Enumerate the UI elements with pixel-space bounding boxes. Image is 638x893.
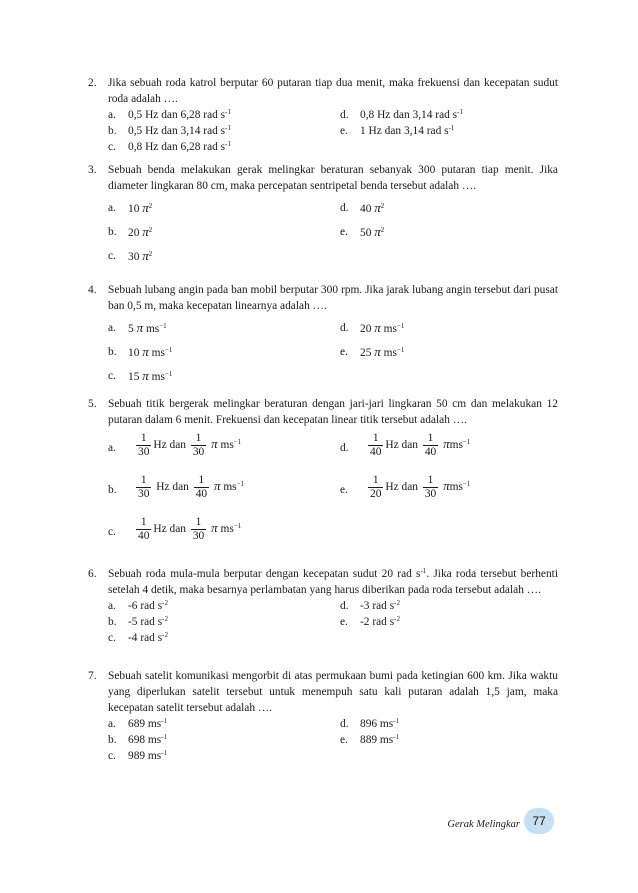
question-3: 3. Sebuah benda melakukan gerak melingkar beraturan sebanyak 300 putaran tiap menit. Jika diameter lingkaran 80 cm, maka percepatan sentripetal benda tersebut adalah …. a. 10 $\pi^2$ b. 20 $\pi^2$ c. 30 $\pi^2$ d. 40 $\pi^2$ e. 50 $\pi^2$ <box>88 164 558 263</box>
question-number: 2. <box>88 77 97 89</box>
question-number: 5. <box>88 398 97 410</box>
question-number: 6. <box>88 568 97 580</box>
question-number: 3. <box>88 164 97 176</box>
question-4: 4. Sebuah lubang angin pada ban mobil berputar 300 rpm. Jika jarak lubang angin tersebut dari pusat ban 0,5 m, maka kecepatan linearnya adalah …. a. 5 π $ms^{-1}$ b. 10 π $ms^{-1}$ c. 15 π $ms^{-1}$ d. 20 π $ms^{-1}$ e. 25 π $ms^{-1}$ <box>88 284 558 383</box>
question-number: 4. <box>88 284 97 296</box>
question-stem: Jika sebuah roda katrol berputar 60 putaran tiap dua menit, maka frekuensi dan kecepatan sudut roda adalah …. <box>108 77 558 105</box>
question-7: 7. Sebuah satelit komunikasi mengorbit di atas permukaan bumi pada ketingian 600 km. Jika waktu yang diperlukan satelit tersebut untuk menempuh satu kali putaran adalah 1,5 jam, maka kecepatan satelit tersebut adalah …. a. 689 $ms^{-1}$ b. 698 $ms^{-1}$ c. 989 $ms^{-1}$ d. 896 $ms^{-1}$ e. 889 $ms^{-1}$ <box>88 670 558 762</box>
question-2: 2. Jika sebuah roda katrol berputar 60 putaran tiap dua menit, maka frekuensi dan kecepatan sudut roda adalah …. a. 0,5 Hz dan 6,28 rad $s^{-1}$ b. 0,5 Hz dan 3,14 rad $s^{-1}$ c. 0,8 Hz dan 6,28 rad $s^{-1}$ d. 0,8 Hz dan 3,14 rad $s^{-1}$ e. 1 Hz dan 3,14 rad $s^{-1}$ <box>88 77 558 153</box>
question-stem: Sebuah benda melakukan gerak melingkar beraturan sebanyak 300 putaran tiap menit. Jika diameter lingkaran 80 cm, maka percepatan sentripetal benda tersebut adalah …. <box>108 164 558 192</box>
question-stem: Sebuah satelit komunikasi mengorbit di atas permukaan bumi pada ketingian 600 km. Jika waktu yang diperlukan satelit tersebut untuk menempuh satu kali putaran adalah 1,5 jam, maka kecepatan satelit tersebut adalah …. <box>108 670 558 714</box>
page-number: 77 <box>532 814 546 828</box>
chapter-title: Gerak Melingkar <box>447 819 520 830</box>
question-number: 7. <box>88 670 97 682</box>
page-number-badge <box>524 808 554 834</box>
question-5: 5. Sebuah titik bergerak melingkar beraturan dengan jari-jari lingkaran 50 cm dan melakukan 12 putaran dalam 6 menit. Frekuensi dan kecepatan linear titik tersebut adalah …. a. $\frac{1}{30}$ Hz dan $\frac{1}{30}$ π $ms^{-1}$ b. $\frac{1}{30}$ Hz dan $\frac{1}{40}$ π $ms^{-1}$ c. $\frac{1}{40}$ Hz dan $\frac{1}{30}$ π $ms^{-1}$ d. $\frac{1}{40}$ Hz dan $\frac{1}{40}$ πms$^{-1}$ e. $\frac{1}{20}$ Hz dan $\frac{1}{30}$ πms$^{-1}$ <box>88 398 558 542</box>
question-stem: Sebuah roda mula-mula berputar dengan kecepatan sudut 20 rad $s^{-1}$. Jika roda tersebut berhenti setelah 4 detik, maka besarnya perlambatan yang harus diberikan pada roda tersebut adalah …. <box>108 567 558 596</box>
question-6: 6. Sebuah roda mula-mula berputar dengan kecepatan sudut 20 rad $s^{-1}$. Jika roda tersebut berhenti setelah 4 detik, maka besarnya perlambatan yang harus diberikan pada roda tersebut adalah …. a. -6 rad $s^{-2}$ b. -5 rad $s^{-2}$ c. -4 rad $s^{-2}$ d. -3 rad $s^{-2}$ e. -2 rad $s^{-2}$ <box>88 567 558 644</box>
question-stem: Sebuah titik bergerak melingkar beraturan dengan jari-jari lingkaran 50 cm dan melakukan 12 putaran dalam 6 menit. Frekuensi dan kecepatan linear titik tersebut adalah …. <box>108 398 558 426</box>
question-stem: Sebuah lubang angin pada ban mobil berputar 300 rpm. Jika jarak lubang angin tersebut dari pusat ban 0,5 m, maka kecepatan linearnya adalah …. <box>108 284 558 312</box>
